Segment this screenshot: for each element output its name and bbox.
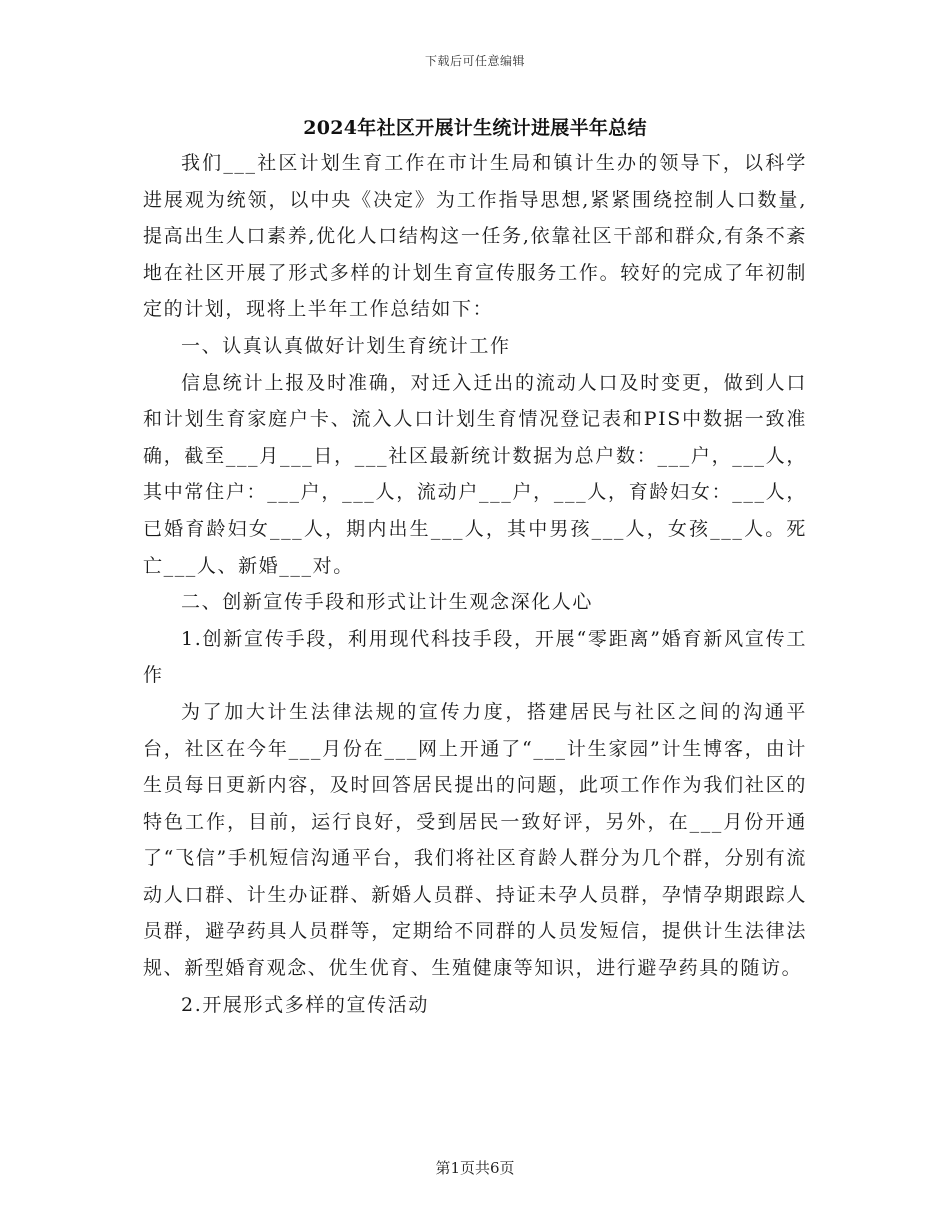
header-note: 下载后可任意编辑 — [424, 54, 525, 68]
document-title: 2024年社区开展计生统计进展半年总结 — [303, 117, 647, 139]
paragraph-publicity: 为了加大计生法律法规的宣传力度，搭建居民与社区之间的沟通平台，社区在今年___月份在___网上开通了“___计生家园”计生博客，由计生员每日更新内容，及时回答居民提出的问题，此项工作作为我们社区的特色工作，目前，运行良好，受到居民一致好评，另外，在___月份开通了“飞信”手机短信沟通平台，我们将社区育龄人群分为几个群，分别有流动人口群、计生办证群、新婚人员群、持证未孕人员群，孕情孕期跟踪人员群，避孕药具人员群等，定期给不同群的人员发短信，提供计生法律法规、新型婚育观念、优生优育、生殖健康等知识，进行避孕药具的随访。 — [143, 700, 807, 980]
paragraph-intro: 我们___社区计划生育工作在市计生局和镇计生办的领导下，以科学进展观为统领，以中央《决定》为工作指导思想,紧紧围绕控制人口数量,提高出生人口素养,优化人口结构这一任务,依靠社区干部和群众,有条不紊地在社区开展了形式多样的计划生育宣传服务工作。较好的完成了年初制定的计划，现将上半年工作总结如下： — [143, 152, 807, 321]
subheading-2: 2.开展形式多样的宣传活动 — [181, 993, 429, 1016]
document-body — [143, 145, 807, 1023]
section-heading-1: 一、认真认真做好计划生育统计工作 — [181, 334, 511, 357]
subheading-1: 1.创新宣传手段，利用现代科技手段，开展“零距离”婚育新风宣传工作 — [143, 627, 807, 687]
page-number: 第1页共6页 — [435, 1159, 515, 1177]
section-heading-2: 二、创新宣传手段和形式让计生观念深化人心 — [181, 591, 594, 614]
paragraph-statistics: 信息统计上报及时准确，对迁入迁出的流动人口及时变更，做到人口和计划生育家庭户卡、流入人口计划生育情况登记表和PIS中数据一致准确，截至___月___日，___社区最新统计数据为总户数：___户，___人，其中常住户：___户，___人，流动户___户，___人，育龄妇女：___人，已婚育龄妇女___人，期内出生___人，其中男孩___人，女孩___人。死亡___人、新婚___对。 — [143, 371, 807, 577]
